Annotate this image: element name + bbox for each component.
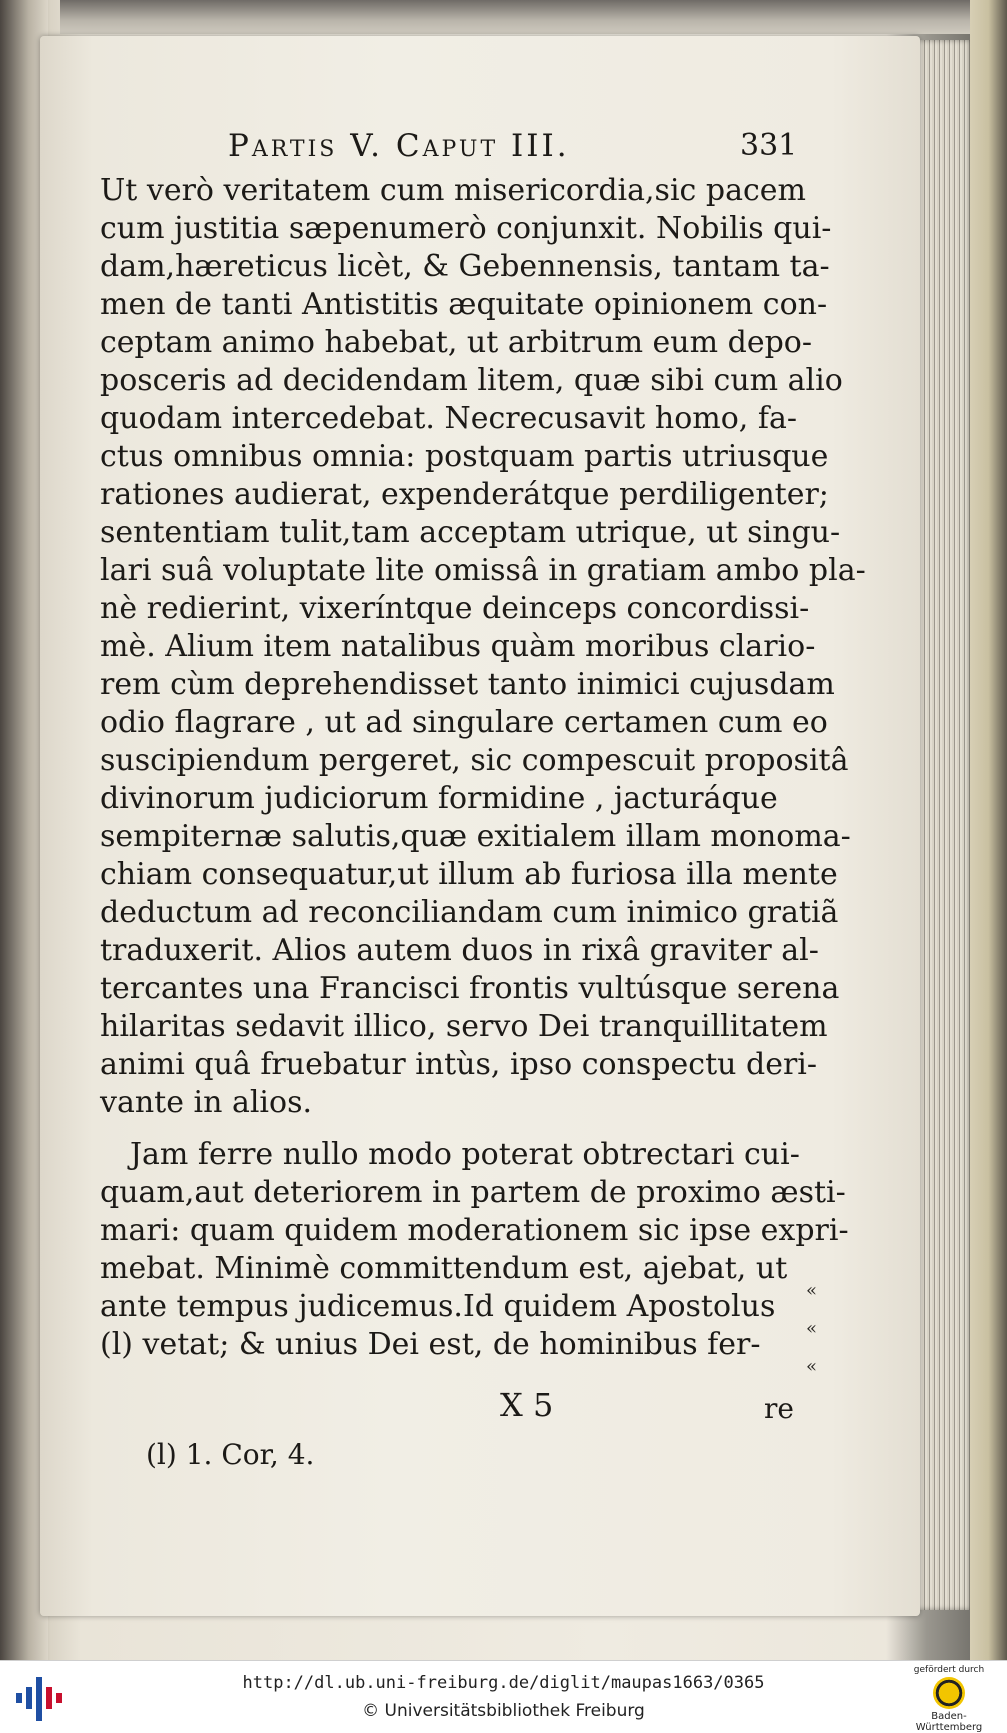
text-line: posceris ad decidendam litem, quæ sibi cum alio <box>100 363 843 398</box>
permalink-url[interactable]: http://dl.ub.uni-freiburg.de/diglit/maupas1663/0365 <box>242 1673 765 1693</box>
text-line: mebat. Minimè committendum est, ajebat, ut <box>100 1251 788 1286</box>
copyright-text: © Universitätsbibliothek Freiburg <box>362 1701 645 1721</box>
text-line: traduxerit. Alios autem duos in rixâ graviter al- <box>100 933 819 968</box>
text-line: lari suâ voluptate lite omissâ in gratiam ambo pla- <box>100 553 866 588</box>
text-line: rationes audierat, expenderátque perdiligenter; <box>100 477 829 512</box>
text-line: mari: quam quidem moderationem sic ipse expri- <box>100 1213 849 1248</box>
text-line: sententiam tulit,tam acceptam utrique, ut singu- <box>100 515 841 550</box>
viewer-footer <box>0 1660 1007 1733</box>
text-line: mè. Alium item natalibus quàm moribus clario- <box>100 629 816 664</box>
text-line: rem cùm deprehendisset tanto inimici cujusdam <box>100 667 835 702</box>
state-seal-icon <box>933 1677 965 1709</box>
margin-quote-mark: « <box>806 1318 817 1339</box>
text-line: quam,aut deteriorem in partem de proximo æsti- <box>100 1175 846 1210</box>
text-line: vante in alios. <box>100 1085 313 1120</box>
text-line: Jam ferre nullo modo poterat obtrectari cui- <box>130 1137 800 1172</box>
text-line: chiam consequatur,ut illum ab furiosa illa mente <box>100 857 838 892</box>
text-line: cum justitia sæpenumerò conjunxit. Nobilis qui- <box>100 211 832 246</box>
text-line: suscipiendum pergeret, sic compescuit propositâ <box>100 743 849 778</box>
book-cover-top <box>60 0 1007 34</box>
catchword: re <box>764 1392 794 1425</box>
margin-quote-mark: « <box>806 1356 817 1377</box>
text-line: deductum ad reconciliandam cum inimico gratiã <box>100 895 839 930</box>
page-number: 331 <box>740 128 798 163</box>
text-line: (l) vetat; & unius Dei est, de hominibus fer- <box>100 1327 761 1362</box>
text-line: Ut verò veritatem cum misericordia,sic pacem <box>100 173 806 208</box>
footnote: (l) 1. Cor, 4. <box>146 1438 315 1471</box>
text-line: divinorum judiciorum formidine , jacturáque <box>100 781 778 816</box>
text-line: nè redierint, vixeríntque deinceps concordissi- <box>100 591 810 626</box>
book-cover-side <box>970 0 1007 1660</box>
text-line: sempiternæ salutis,quæ exitialem illam monoma- <box>100 819 851 854</box>
running-header: Partis V. Caput III. <box>228 128 570 164</box>
text-line: animi quâ fruebatur intùs, ipso conspectu deri- <box>100 1047 818 1082</box>
signature-mark: X 5 <box>500 1386 554 1424</box>
text-line: men de tanti Antistitis æquitate opinionem con- <box>100 287 828 322</box>
margin-quote-mark: « <box>806 1280 817 1301</box>
sponsor-label: gefördert durch <box>913 1665 985 1675</box>
text-line: dam,hæreticus licèt, & Gebennensis, tantam ta- <box>100 249 830 284</box>
sponsor-badge <box>899 1665 999 1733</box>
sponsor-name: Baden-Württemberg <box>915 1711 983 1733</box>
text-line: ante tempus judicemus.Id quidem Apostolus <box>100 1289 776 1324</box>
text-line: hilaritas sedavit illico, servo Dei tranquillitatem <box>100 1009 828 1044</box>
text-line: ceptam animo habebat, ut arbitrum eum depo- <box>100 325 812 360</box>
text-line: quodam intercedebat. Necrecusavit homo, fa- <box>100 401 797 436</box>
text-line: odio flagrare , ut ad singulare certamen cum eo <box>100 705 828 740</box>
page-fore-edge <box>912 40 970 1610</box>
text-line: tercantes una Francisci frontis vultúsque serena <box>100 971 840 1006</box>
text-line: ctus omnibus omnia: postquam partis utriusque <box>100 439 829 474</box>
